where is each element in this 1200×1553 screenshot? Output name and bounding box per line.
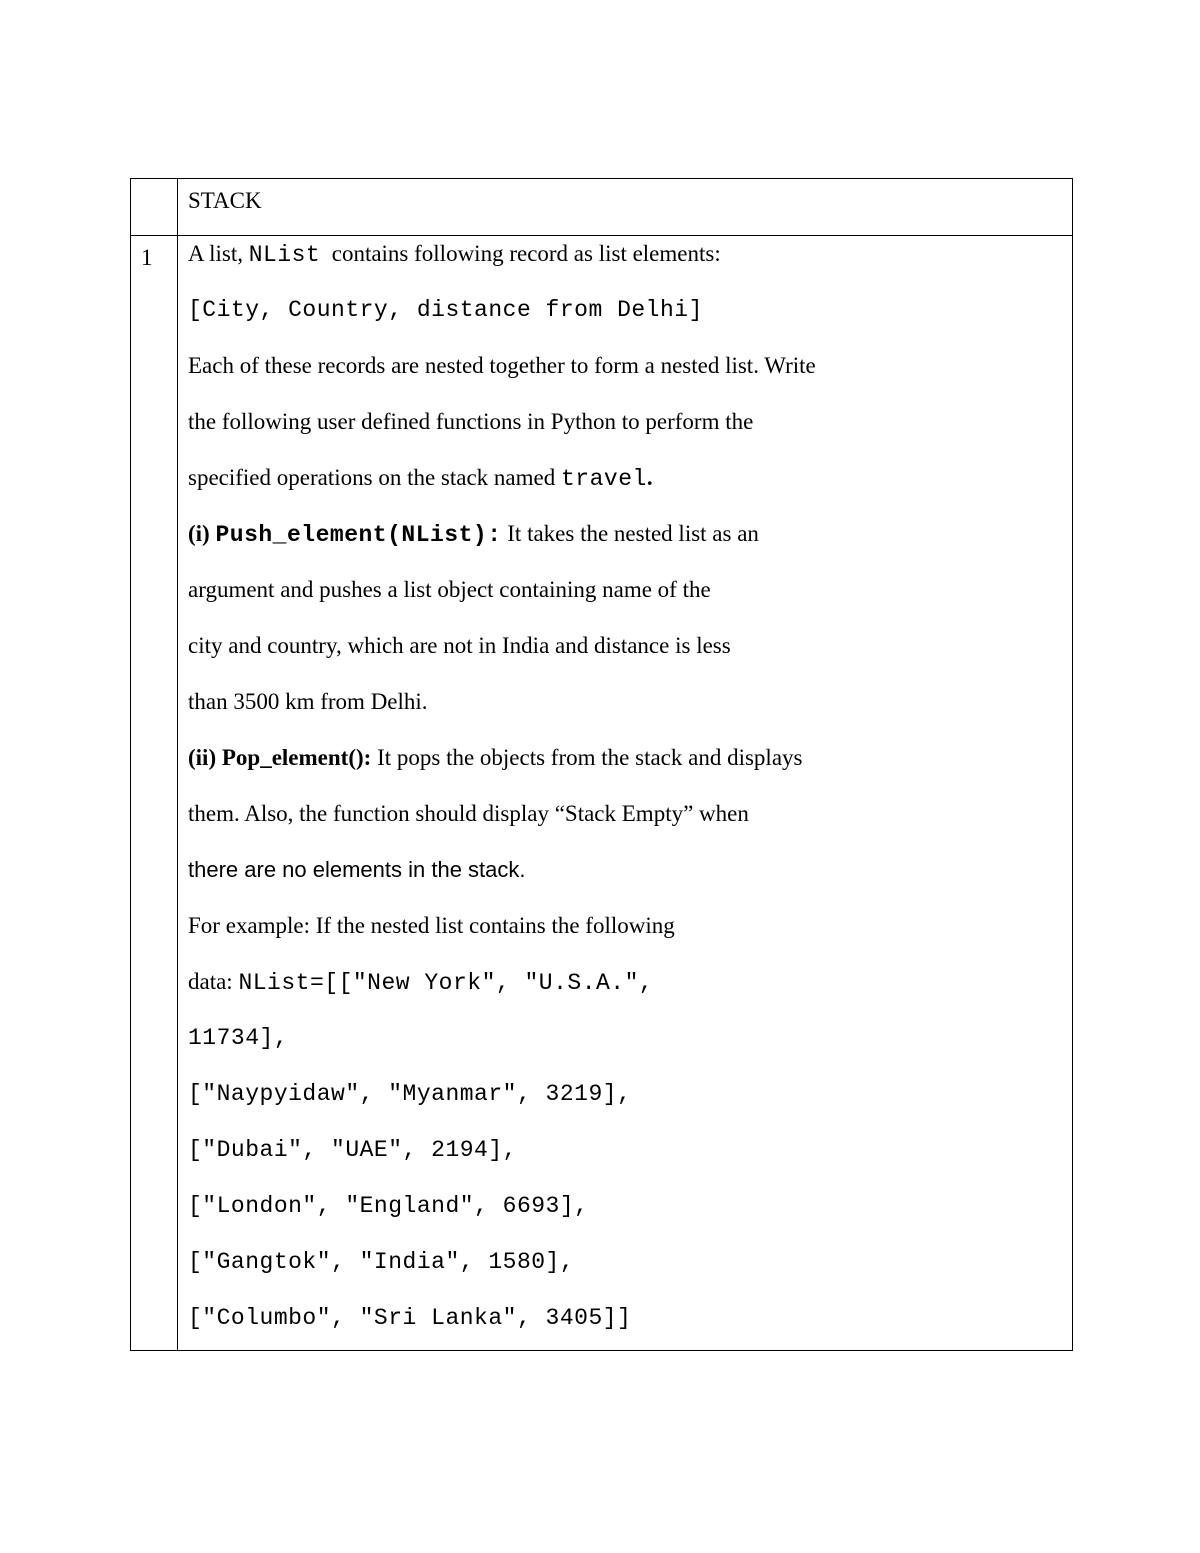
code-line: NList=[["New York", "U.S.A.", bbox=[238, 970, 654, 996]
pop-element-line-3: there are no elements in the stack. bbox=[188, 857, 526, 882]
description-line-1: Each of these records are nested together to form a nested list. Write bbox=[188, 353, 816, 378]
travel-var: travel bbox=[561, 466, 647, 492]
push-element-line-1: (i) Push_element(NList): It takes the nested list as an bbox=[188, 521, 759, 548]
record-format-line: [City, Country, distance from Delhi] bbox=[188, 297, 703, 323]
question-row bbox=[131, 236, 1073, 1351]
example-data-line: data: NList=[["New York", "U.S.A.", bbox=[188, 969, 654, 996]
question-content-cell bbox=[178, 236, 1073, 1351]
example-intro-line: For example: If the nested list contains the following bbox=[188, 913, 675, 938]
code-line: ["Columbo", "Sri Lanka", 3405]] bbox=[188, 1305, 632, 1331]
pop-element-func: Pop_element(): bbox=[221, 745, 372, 770]
question-number-cell bbox=[131, 236, 178, 1351]
section-title: STACK bbox=[188, 188, 262, 213]
push-element-line-3: city and country, which are not in India and distance is less bbox=[188, 633, 731, 658]
code-line: ["Dubai", "UAE", 2194], bbox=[188, 1137, 517, 1163]
code-line: ["Gangtok", "India", 1580], bbox=[188, 1249, 575, 1275]
code-line: ["Naypyidaw", "Myanmar", 3219], bbox=[188, 1081, 632, 1107]
header-title-cell bbox=[178, 179, 1073, 236]
description-line-3: specified operations on the stack named travel. bbox=[188, 465, 653, 492]
description-line-2: the following user defined functions in Python to perform the bbox=[188, 409, 754, 434]
table-header-row bbox=[131, 179, 1073, 236]
pop-element-line-1: (ii) Pop_element(): It pops the objects from the stack and displays bbox=[188, 745, 803, 770]
question-table bbox=[130, 178, 1073, 1351]
push-element-line-2: argument and pushes a list object containing name of the bbox=[188, 577, 711, 602]
intro-line: A list, NList contains following record as list elements: bbox=[188, 241, 721, 268]
code-line: ["London", "England", 6693], bbox=[188, 1193, 589, 1219]
nlist-var: NList bbox=[248, 242, 321, 268]
question-body bbox=[178, 236, 1072, 1350]
push-element-func: Push_element(NList): bbox=[215, 522, 502, 548]
question-number: 1 bbox=[141, 245, 153, 270]
push-element-line-4: than 3500 km from Delhi. bbox=[188, 689, 428, 714]
pop-element-line-2: them. Also, the function should display “Stack Empty” when bbox=[188, 801, 749, 826]
header-number-cell bbox=[131, 179, 178, 236]
code-line: 11734], bbox=[188, 1025, 289, 1051]
